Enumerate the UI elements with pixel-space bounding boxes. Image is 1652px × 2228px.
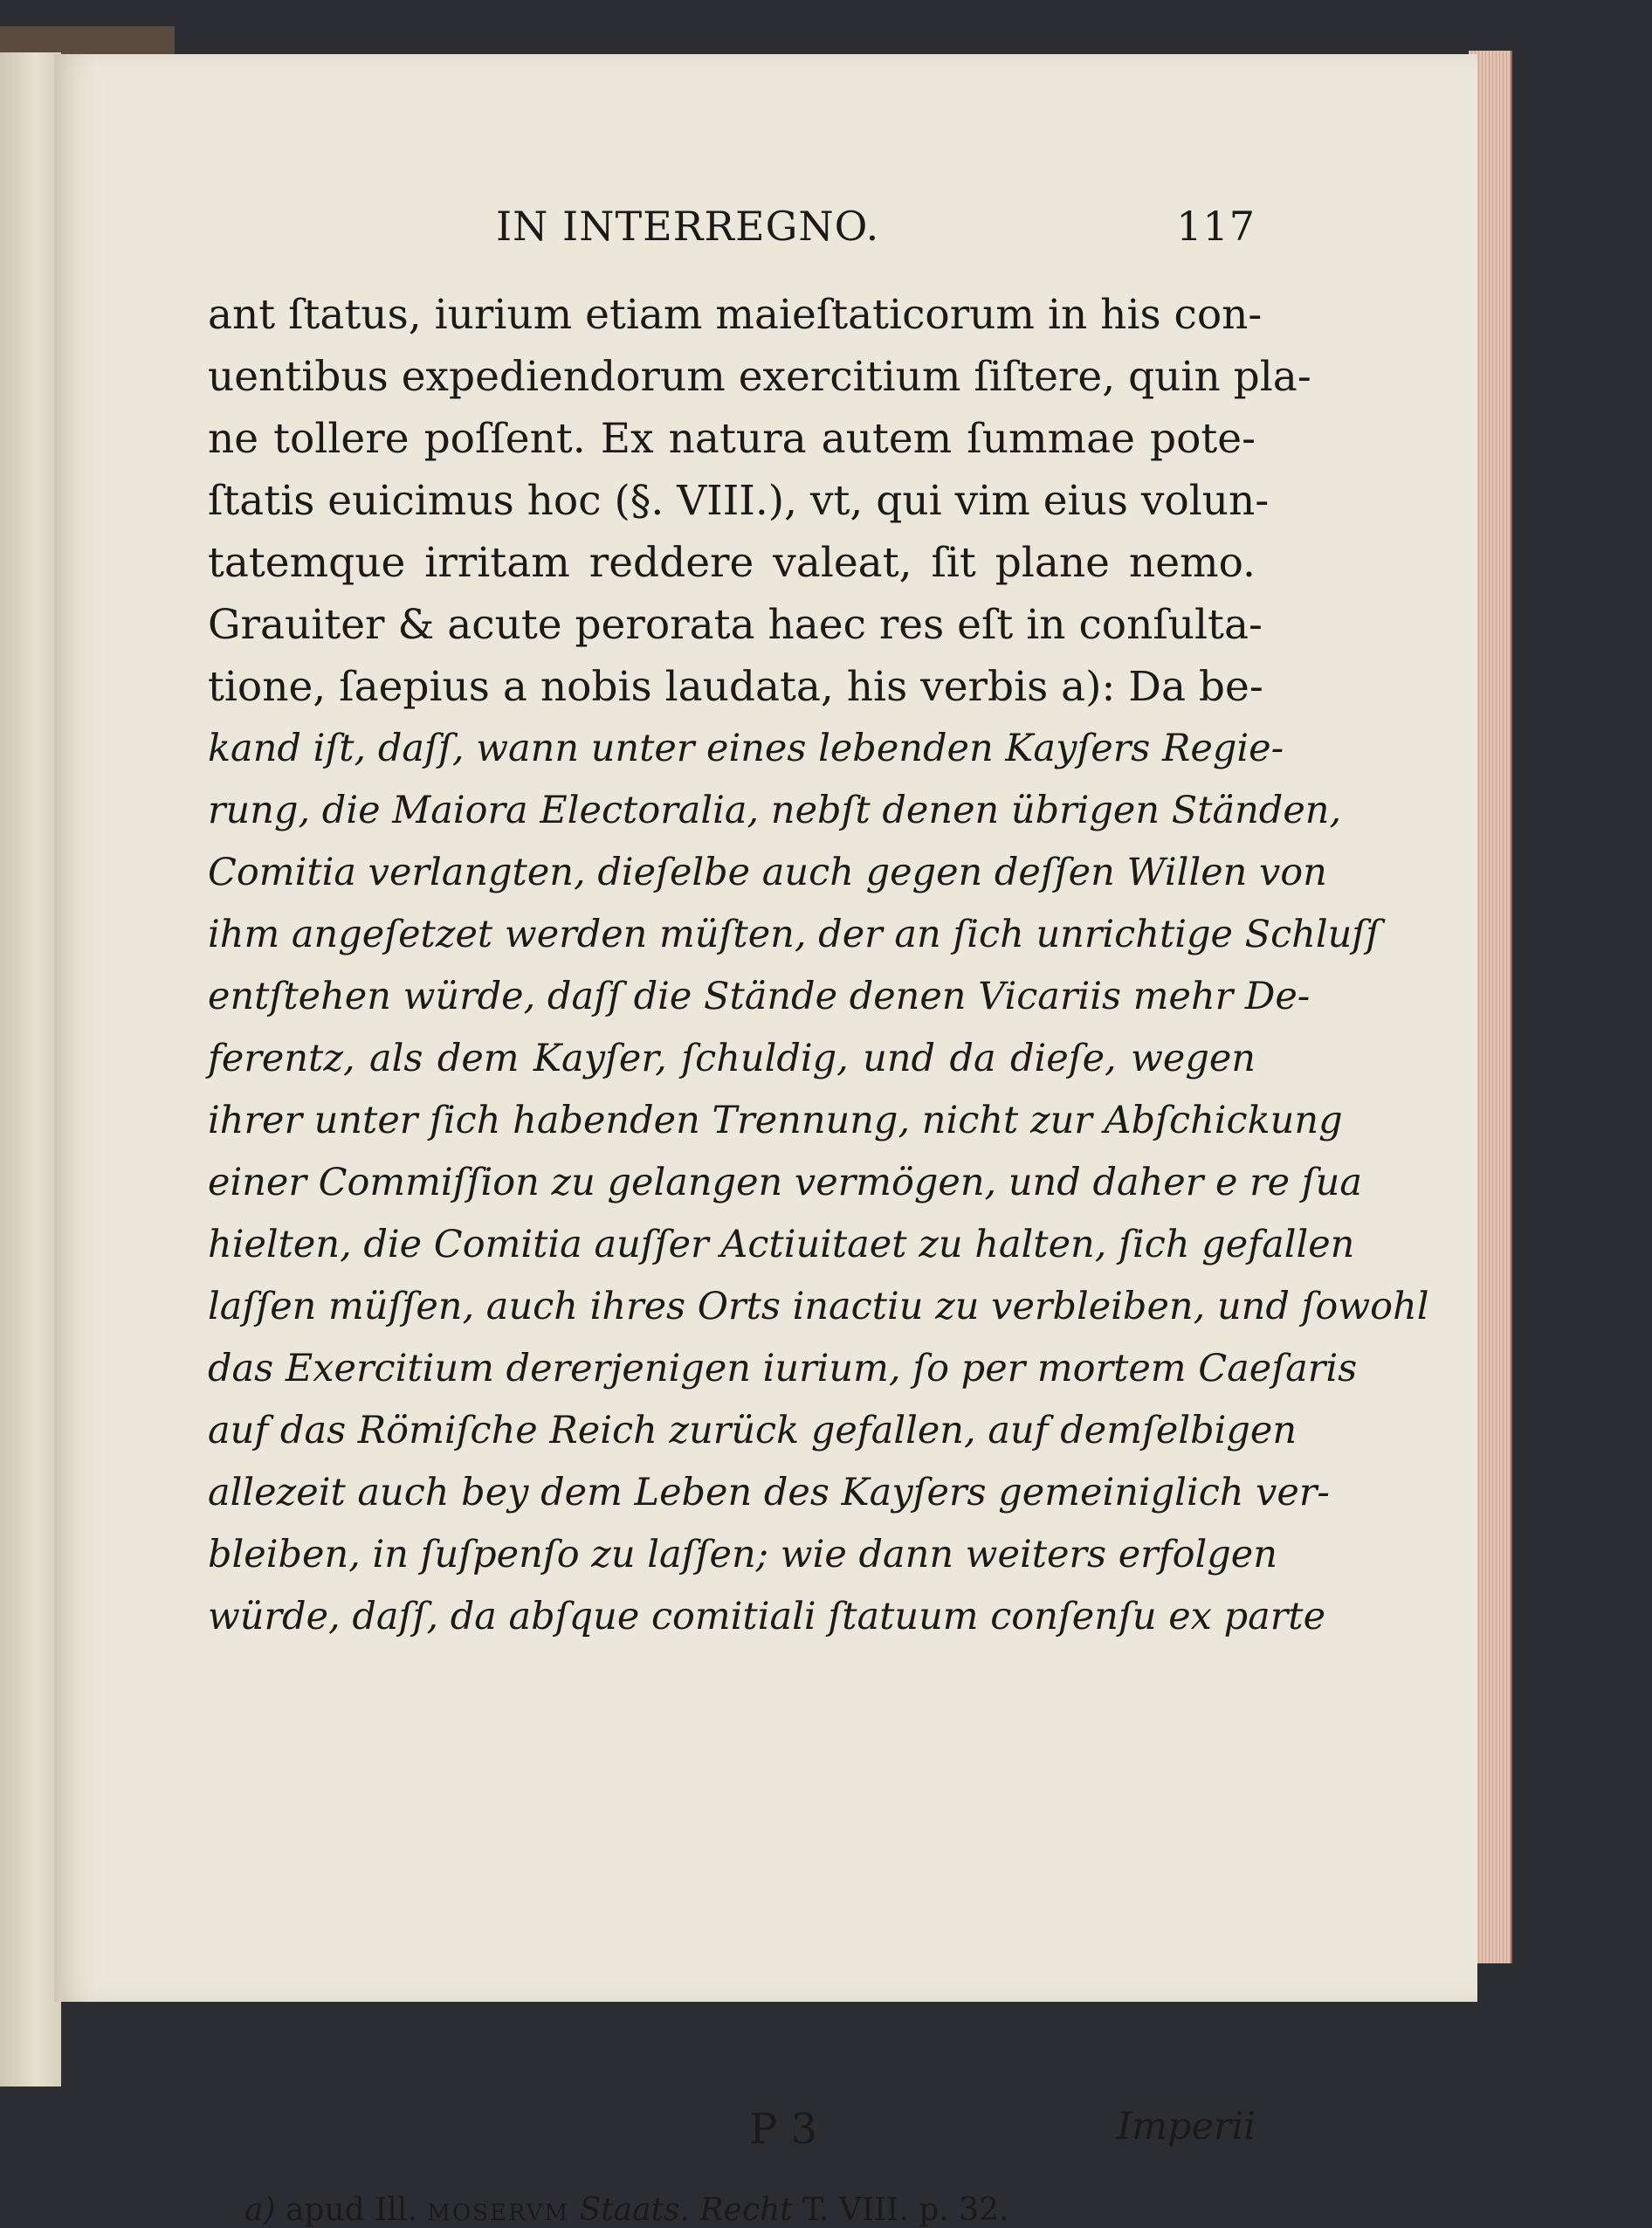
text-line: ihm angeſetzet werden müſten, der an ſich unrichtige Schluſſ (208, 913, 1380, 956)
signature-mark: P 3 (749, 2105, 818, 2154)
page-header (208, 203, 1256, 264)
text-line: ant ſtatus, iurium etiam maieſtaticorum in his con- (208, 291, 1263, 339)
text-line: Grauiter & acute perorata haec res eſt in conſulta- (208, 601, 1263, 649)
footnote-ref: T. VIII. p. 32. (802, 2192, 1009, 2228)
text-line: ne tollere poſſent. Ex natura autem ſummae pote- (208, 415, 1256, 463)
footnote-author: MOSERVM (427, 2200, 570, 2226)
text-line: bleiben, in ſuſpenſo zu laſſen; wie dann weiters erfolgen (208, 1533, 1277, 1576)
text-line: würde, daſſ, da abſque comitiali ſtatuum conſenſu ex parte (208, 1595, 1326, 1638)
text-line: uentibus expediendorum exercitium ſiſtere, quin pla- (208, 353, 1311, 401)
text-line: tatemque irritam reddere valeat, ſit plane nemo. (208, 539, 1256, 587)
text-line: tione, ſaepius a nobis laudata, his verbis a): Da be- (208, 663, 1263, 711)
catchword: Imperii (1117, 2105, 1256, 2149)
running-head: IN INTERREGNO. (496, 203, 880, 250)
footnote (244, 2192, 1008, 2228)
page-footer (208, 2105, 1256, 2166)
text-line: kand iſt, daſſ, wann unter eines lebenden Kayſers Regie- (208, 727, 1284, 770)
text-line: Comitia verlangten, dieſelbe auch gegen deſſen Willen von (208, 851, 1327, 894)
footnote-marker: a) (244, 2192, 276, 2228)
text-line: auf das Römiſche Reich zurück gefallen, auf demſelbigen (208, 1409, 1298, 1452)
text-line: laſſen müſſen, auch ihres Orts inactiu zu verbleiben, und ſowohl (208, 1285, 1429, 1328)
text-line: einer Commiſſion zu gelangen vermögen, und daher e re ſua (208, 1161, 1362, 1204)
text-line: ferentz, als dem Kayſer, ſchuldig, und da dieſe, wegen (208, 1037, 1256, 1080)
text-line: ſtatis euicimus hoc (§. VIII.), vt, qui vim eius volun- (208, 477, 1270, 525)
text-line: hielten, die Comitia auſſer Actiuitaet zu halten, ſich gefallen (208, 1223, 1355, 1266)
footnote-prefix: apud Ill. (285, 2192, 417, 2228)
text-line: das Exercitium dererjenigen iurium, ſo per mortem Caeſaris (208, 1347, 1358, 1390)
text-line: ihrer unter ſich habenden Trennung, nicht zur Abſchickung (208, 1099, 1343, 1142)
text-line: entſtehen würde, daſſ die Stände denen Vicariis mehr De- (208, 975, 1311, 1018)
body-text (208, 284, 1429, 1648)
page-number: 117 (1176, 203, 1256, 250)
footnote-title: Staats. Recht (579, 2192, 793, 2228)
text-line: allezeit auch bey dem Leben des Kayſers gemeiniglich ver- (208, 1471, 1330, 1514)
text-line: rung, die Maiora Electoralia, nebſt denen übrigen Ständen, (208, 789, 1342, 832)
facing-page-edge (0, 52, 61, 2087)
